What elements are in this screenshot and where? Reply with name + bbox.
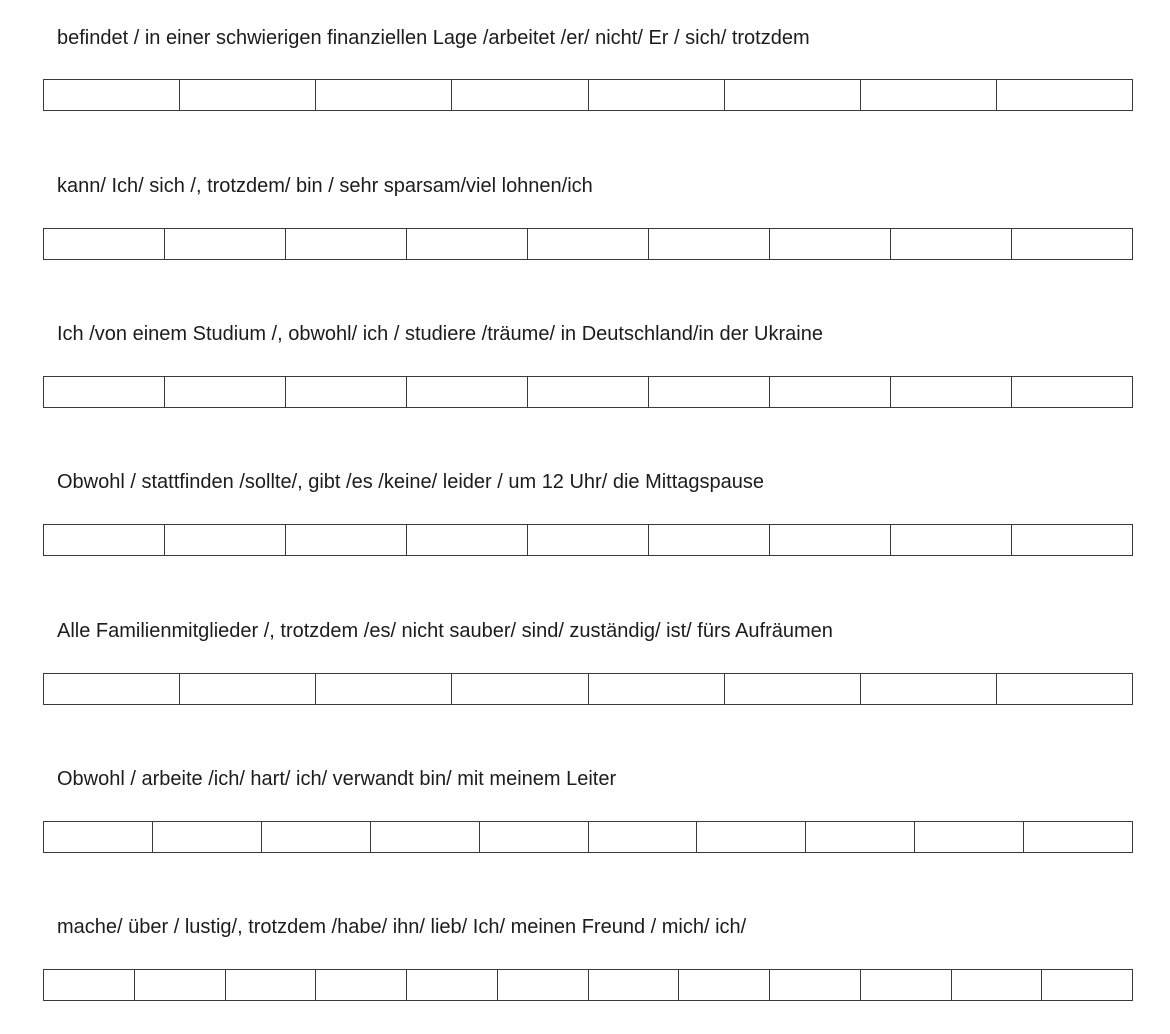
answer-cell[interactable]: [861, 80, 997, 110]
answer-cell[interactable]: [679, 970, 770, 1000]
answer-cell[interactable]: [1024, 822, 1132, 852]
answer-cell[interactable]: [316, 674, 452, 704]
answer-cell[interactable]: [997, 674, 1132, 704]
answer-cell[interactable]: [952, 970, 1043, 1000]
answer-cell[interactable]: [135, 970, 226, 1000]
answer-row-5: [43, 673, 1133, 705]
answer-cell[interactable]: [528, 525, 649, 555]
answer-cell[interactable]: [770, 377, 891, 407]
exercise-prompt-2: kann/ Ich/ sich /, trotzdem/ bin / sehr sparsam/viel lohnen/ich: [57, 175, 593, 197]
answer-cell[interactable]: [165, 525, 286, 555]
exercise-prompt-1: befindet / in einer schwierigen finanziellen Lage /arbeitet /er/ nicht/ Er / sich/ trotzdem: [57, 27, 810, 49]
answer-cell[interactable]: [725, 80, 861, 110]
answer-cell[interactable]: [1012, 377, 1132, 407]
answer-cell[interactable]: [44, 229, 165, 259]
answer-cell[interactable]: [407, 970, 498, 1000]
answer-cell[interactable]: [589, 822, 698, 852]
answer-cell[interactable]: [452, 80, 588, 110]
answer-cell[interactable]: [649, 229, 770, 259]
exercise-prompt-6: Obwohl / arbeite /ich/ hart/ ich/ verwandt bin/ mit meinem Leiter: [57, 768, 617, 790]
answer-cell[interactable]: [770, 525, 891, 555]
answer-cell[interactable]: [316, 970, 407, 1000]
answer-cell[interactable]: [1012, 229, 1132, 259]
answer-cell[interactable]: [528, 229, 649, 259]
answer-cell[interactable]: [44, 80, 180, 110]
answer-cell[interactable]: [891, 525, 1012, 555]
answer-cell[interactable]: [262, 822, 371, 852]
answer-cell[interactable]: [915, 822, 1024, 852]
answer-cell[interactable]: [649, 525, 770, 555]
exercise-prompt-7: mache/ über / lustig/, trotzdem /habe/ ihn/ lieb/ Ich/ meinen Freund / mich/ ich/: [57, 916, 747, 938]
answer-cell[interactable]: [589, 674, 725, 704]
answer-row-4: [43, 524, 1133, 556]
answer-cell[interactable]: [498, 970, 589, 1000]
answer-row-7: [43, 969, 1133, 1001]
answer-cell[interactable]: [153, 822, 262, 852]
answer-cell[interactable]: [452, 674, 588, 704]
answer-cell[interactable]: [180, 80, 316, 110]
answer-cell[interactable]: [589, 970, 680, 1000]
answer-cell[interactable]: [1042, 970, 1132, 1000]
answer-cell[interactable]: [44, 525, 165, 555]
answer-cell[interactable]: [725, 674, 861, 704]
answer-row-3: [43, 376, 1133, 408]
answer-cell[interactable]: [165, 377, 286, 407]
answer-cell[interactable]: [861, 674, 997, 704]
answer-cell[interactable]: [44, 377, 165, 407]
answer-cell[interactable]: [44, 970, 135, 1000]
answer-cell[interactable]: [286, 377, 407, 407]
answer-cell[interactable]: [44, 674, 180, 704]
answer-cell[interactable]: [806, 822, 915, 852]
answer-cell[interactable]: [861, 970, 952, 1000]
answer-cell[interactable]: [770, 970, 861, 1000]
answer-cell[interactable]: [697, 822, 806, 852]
answer-cell[interactable]: [649, 377, 770, 407]
answer-cell[interactable]: [286, 525, 407, 555]
exercise-prompt-3: Ich /von einem Studium /, obwohl/ ich / studiere /träume/ in Deutschland/in der Ukraine: [57, 323, 823, 345]
answer-cell[interactable]: [997, 80, 1132, 110]
answer-cell[interactable]: [891, 229, 1012, 259]
exercise-prompt-5: Alle Familienmitglieder /, trotzdem /es/ nicht sauber/ sind/ zuständig/ ist/ fürs Aufräumen: [57, 620, 833, 642]
answer-cell[interactable]: [770, 229, 891, 259]
answer-cell[interactable]: [44, 822, 153, 852]
answer-cell[interactable]: [891, 377, 1012, 407]
answer-row-1: [43, 79, 1133, 111]
answer-cell[interactable]: [286, 229, 407, 259]
answer-cell[interactable]: [528, 377, 649, 407]
answer-cell[interactable]: [180, 674, 316, 704]
answer-row-2: [43, 228, 1133, 260]
answer-cell[interactable]: [589, 80, 725, 110]
answer-cell[interactable]: [1012, 525, 1132, 555]
answer-cell[interactable]: [407, 525, 528, 555]
answer-cell[interactable]: [407, 377, 528, 407]
exercise-prompt-4: Obwohl / stattfinden /sollte/, gibt /es /keine/ leider / um 12 Uhr/ die Mittagspause: [57, 471, 765, 493]
answer-cell[interactable]: [165, 229, 286, 259]
answer-cell[interactable]: [226, 970, 317, 1000]
answer-cell[interactable]: [316, 80, 452, 110]
answer-cell[interactable]: [480, 822, 589, 852]
answer-cell[interactable]: [407, 229, 528, 259]
answer-row-6: [43, 821, 1133, 853]
answer-cell[interactable]: [371, 822, 480, 852]
